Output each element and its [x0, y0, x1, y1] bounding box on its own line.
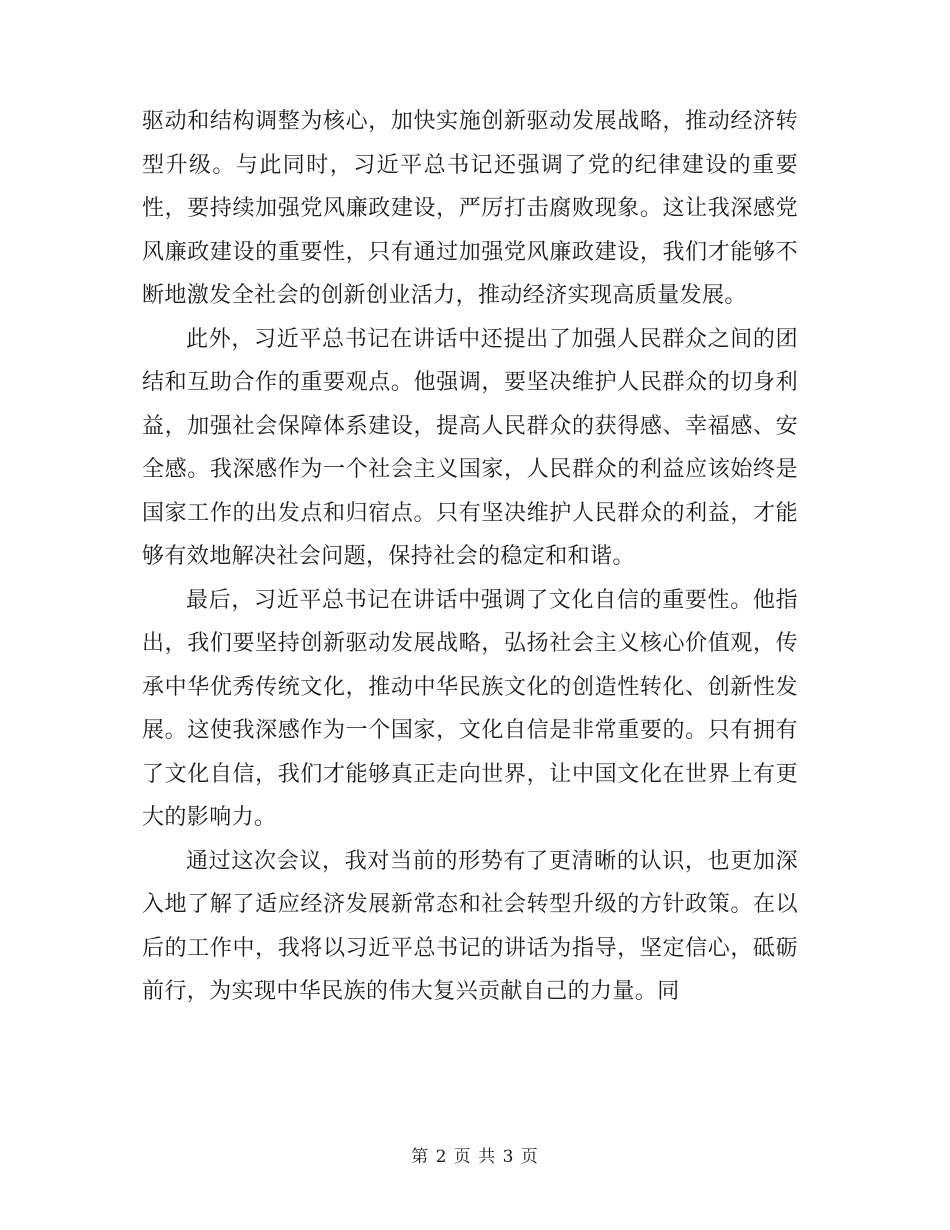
paragraph-solidarity: 此外，习近平总书记在讲话中还提出了加强人民群众之间的团结和互助合作的重要观点。他强调，要坚决维护人民群众的切身利益，加强社会保障体系建设，提高人民群众的获得感、幸福感、安全感。我深感作为一个社会主义国家，人民群众的利益应该始终是国家工作的出发点和归宿点。只有坚决维护人民群众的利益，才能够有效地解决社会问题，保持社会的稳定和和谐。 — [142, 326, 798, 569]
paragraph-conclusion: 通过这次会议，我对当前的形势有了更清晰的认识，也更加深入地了解了适应经济发展新常态和社会转型升级的方针政策。在以后的工作中，我将以习近平总书记的讲话为指导，坚定信心，砥砺前行，为实现中华民族的伟大复兴贡献自己的力量。同 — [142, 848, 798, 1004]
paragraph-cultural-confidence: 最后，习近平总书记在讲话中强调了文化自信的重要性。他指出，我们要坚持创新驱动发展战略，弘扬社会主义核心价值观，传承中华优秀传统文化，推动中华民族文化的创造性转化、创新性发展。这使我深感作为一个国家，文化自信是非常重要的。只有拥有了文化自信，我们才能够真正走向世界，让中国文化在世界上有更大的影响力。 — [142, 587, 798, 830]
page-number-footer: 第 2 页 共 3 页 — [411, 1147, 539, 1167]
document-body — [142, 100, 798, 1014]
paragraph-continuation: 驱动和结构调整为核心，加快实施创新驱动发展战略，推动经济转型升级。与此同时，习近平总书记还强调了党的纪律建设的重要性，要持续加强党风廉政建设，严厉打击腐败现象。这让我深感党风廉政建设的重要性，只有通过加强党风廉政建设，我们才能够不断地激发全社会的创新创业活力，推动经济实现高质量发展。 — [142, 109, 798, 308]
